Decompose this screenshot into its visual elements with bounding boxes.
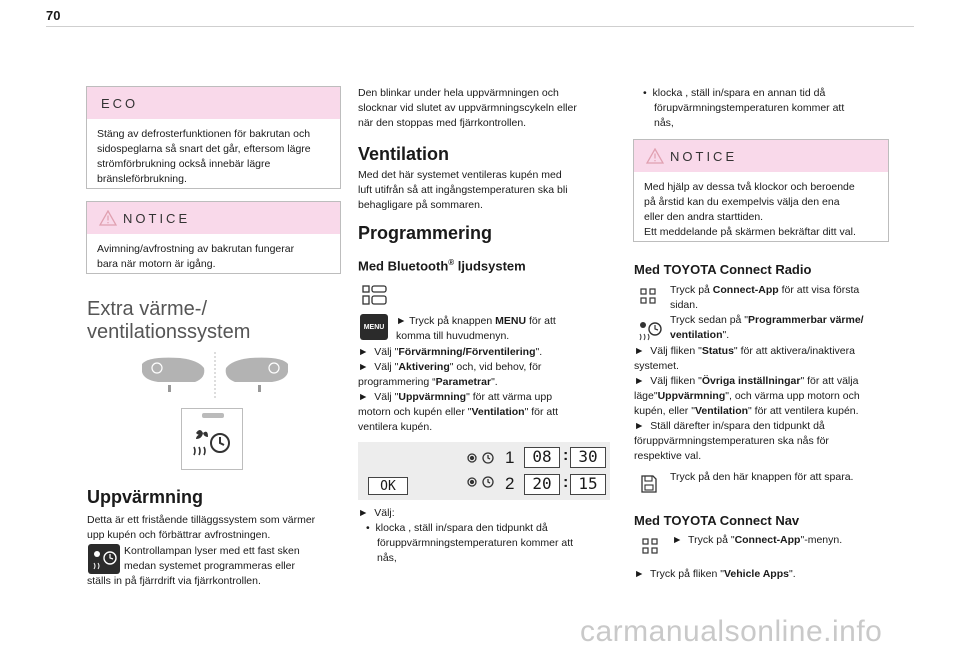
lcd-ok-text: OK: [380, 479, 396, 494]
ventilation-line: behagligare på sommaren.: [358, 199, 483, 211]
notice2-header: [634, 140, 888, 172]
nav-title: Med TOYOTA Connect Nav: [634, 513, 800, 528]
step2-post: ".: [535, 346, 543, 358]
indicator-line: Kontrollampan lyser med ett fast sken: [124, 545, 300, 557]
intro-line: Den blinkar under hela uppvärmningen och: [358, 87, 559, 99]
radio-s3: Ställ därefter in/spara den tidpunkt då: [650, 420, 825, 432]
radio-s3-line3: respektive val.: [634, 450, 702, 462]
arrow-icon: ►: [634, 375, 651, 387]
intro-line: när den stoppas med fjärrkontrollen.: [358, 117, 527, 129]
radio-s2-line3-bold: Ventilation: [694, 405, 749, 417]
radio-s1-line2: systemet.: [634, 360, 679, 372]
notice2-box: [633, 139, 889, 242]
heating-title: Uppvärmning: [87, 487, 204, 507]
lcd-colon2: :: [563, 474, 569, 491]
arrow-icon: ►: [396, 315, 410, 327]
ventilation-line: luft utifrån så att ingångstemperaturen ska bli: [358, 184, 568, 196]
nav-l1-pre: Tryck på ": [688, 534, 735, 546]
hour2-text: 20: [532, 474, 552, 493]
notice-box: [86, 201, 341, 274]
notice2-line: på årstid kan du exempelvis välja den ena: [644, 196, 840, 208]
menu-icon: [360, 314, 388, 340]
min1-text: 30: [578, 447, 598, 466]
watermark: carmanualsonline.info: [580, 615, 883, 648]
radio-s2-line2-pre: läge": [634, 390, 658, 402]
nav-l1-bold: Connect-App: [734, 534, 801, 546]
step4-bold: Uppvärmning: [398, 391, 467, 403]
bluetooth-title-text: Med Bluetooth: [358, 258, 449, 274]
radio-s1-bold: Status: [701, 345, 734, 357]
step3-line2-post: ".: [491, 376, 498, 388]
radio-s2-line2-bold: Uppvärmning: [657, 390, 726, 402]
notice-line: Avimning/avfrostning av bakrutan fungerar: [97, 243, 295, 255]
heating-last-line: ställs in på fjärrdrift via fjärrkontrollen.: [87, 575, 261, 587]
notice2-line: Ett meddelande på skärmen bekräftar ditt val.: [644, 226, 856, 238]
radio-s1-pre: Välj fliken ": [650, 345, 702, 357]
radio-l1-post: för att visa första: [778, 284, 860, 296]
step1-line2: komma till huvudmenyn.: [396, 330, 510, 342]
step1-bold: MENU: [495, 315, 527, 327]
radio-l2: sidan.: [670, 299, 699, 311]
step3-post: " och, vid behov, för: [449, 361, 542, 373]
step3-line2-pre: programmering “: [358, 376, 436, 388]
radio-s2-line3-post: " för att ventilera kupén.: [748, 405, 859, 417]
ventilation-text: [358, 168, 568, 213]
notice2-line: eller den andra starttiden.: [644, 211, 764, 223]
bullet: •: [366, 522, 376, 534]
radio-s3-line2: föruppvärmningstemperaturen ska nås för: [634, 435, 829, 447]
radio-steps: [634, 344, 860, 464]
arrow-icon: ►: [358, 346, 375, 358]
left-mirror: [142, 358, 204, 382]
fan-timer-icon: [182, 409, 244, 471]
bullet: •: [643, 87, 653, 99]
radio-s2-bold: Övriga inställningar: [701, 375, 801, 387]
nav-l2-bold: Vehicle Apps: [724, 568, 789, 580]
steps: [358, 345, 558, 435]
radio-l3-pre: Tryck sedan på ": [670, 314, 749, 326]
eco-line: Stäng av defrosterfunktionen för bakrutan och: [97, 128, 311, 140]
eco-box: [86, 86, 341, 189]
step4-pre: Välj ": [374, 391, 399, 403]
lcd-display: [358, 442, 610, 500]
step3-bold: Aktivering: [398, 361, 450, 373]
intro-line: slocknar vid slutet av uppvärmningscykeln eller: [358, 102, 577, 114]
step4-line2-pre: motorn och kupén eller ": [358, 406, 472, 418]
item2-line: klocka , ställ in/spara en annan tid då: [652, 87, 826, 99]
ventilation-title: Ventilation: [358, 144, 450, 164]
timer1-num: 1: [505, 448, 515, 467]
eco-line: strömförbrukning också innebär lägre: [97, 158, 271, 170]
nav-l2-pre: Tryck på fliken ": [650, 568, 724, 580]
notice-text: [87, 234, 340, 272]
step1-post: för att: [526, 315, 556, 327]
radio-save: Tryck på den här knappen för att spara.: [670, 471, 854, 483]
step1-pre: Tryck på knappen: [409, 315, 496, 327]
heating-line: upp kupén och förbättrar avfrostningen.: [87, 529, 271, 541]
nav-l2-post: ".: [788, 568, 796, 580]
fan-timer-icon: [636, 318, 664, 342]
arrow-icon: ►: [358, 507, 375, 519]
eco-label: ECO: [101, 95, 139, 111]
timer2-num: 2: [505, 474, 515, 493]
step2-bold: Förvärmning/Förventilering: [398, 346, 536, 358]
ventilation-line: Med det här systemet ventileras kupén med: [358, 169, 562, 181]
indicator-line: medan systemet programmeras eller: [124, 560, 295, 572]
radio-s2-pre: Välj fliken ": [650, 375, 702, 387]
radio-l4-bold: ventilation: [670, 329, 723, 341]
notice-line: bara när motorn är igång.: [97, 258, 216, 270]
mirror-illustration: [140, 352, 290, 398]
radio-l1-pre: Tryck på: [670, 284, 713, 296]
eco-line: sidospeglarna så snart det går, eftersom lägre: [97, 143, 311, 155]
apps-grid-icon: [640, 288, 656, 304]
radio-l4-post: ".: [722, 329, 730, 341]
nav-l1-post: "-menyn.: [800, 534, 843, 546]
item2-line: nås,: [654, 117, 674, 129]
lcd-hour2: [524, 474, 560, 495]
radio-s2-line2-post: ", och värma upp motorn och: [725, 390, 860, 402]
radio-title: Med TOYOTA Connect Radio: [634, 262, 812, 277]
indicator-icon: [88, 544, 120, 574]
save-icon: [640, 474, 658, 494]
heating-line: Detta är ett fristående tilläggssystem som värmer: [87, 514, 316, 526]
nav-step2: [634, 567, 796, 582]
step1: [396, 314, 556, 344]
notice2-label: NOTICE: [670, 148, 738, 164]
eco-line: bränsleförbrukning.: [97, 173, 187, 185]
notice2-line: Med hjälp av dessa två klockor och beroende: [644, 181, 855, 193]
col2-intro: [358, 86, 577, 131]
select-item-line: föruppvärmningstemperaturen kommer att: [377, 537, 574, 549]
item2-line: förupvärmningstemperaturen kommer att: [654, 102, 845, 114]
menu-icon-label: MENU: [363, 323, 385, 331]
radio-l3-bold: Programmerbar värme/: [748, 314, 864, 326]
notice-header: [87, 202, 340, 234]
select-item-line: nås,: [377, 552, 397, 564]
lcd-colon1: :: [563, 447, 569, 464]
notice2-text: [634, 172, 888, 240]
arrow-icon: ►: [672, 534, 689, 546]
step4-line2-bold: Ventilation: [471, 406, 525, 418]
step4-line2-post: " för att: [524, 406, 559, 418]
step3-pre: Välj ": [374, 361, 399, 373]
eco-text: [87, 119, 340, 187]
warning-icon: [99, 210, 117, 226]
arrow-icon: ►: [358, 361, 375, 373]
apps-grid-icon: [642, 538, 658, 554]
eco-header: [87, 87, 340, 119]
radio-s2-post: " för att välja: [800, 375, 859, 387]
select-item-line: klocka , ställ in/spara den tidpunkt då: [375, 522, 548, 534]
section-title: [87, 298, 250, 344]
timer-icons: [466, 448, 506, 494]
lcd-ok: [368, 477, 408, 495]
col3-item2: [643, 86, 844, 131]
radio-l1-bold: Connect-App: [712, 284, 779, 296]
warning-icon: [646, 148, 664, 164]
arrow-icon: ►: [634, 345, 651, 357]
nav-step1: [672, 533, 842, 548]
bluetooth-title-suffix: ljudsystem: [454, 258, 526, 274]
radio-s2-line3-pre: kupén, eller ": [634, 405, 695, 417]
header-divider: [46, 26, 914, 27]
heater-button: [181, 408, 243, 470]
lcd-min2: [570, 474, 606, 495]
hour1-text: 08: [532, 447, 552, 466]
indicator-text: [124, 544, 300, 574]
section-title-line: Extra värme-/: [87, 298, 208, 320]
min2-text: 15: [578, 474, 598, 493]
step3-line2-bold: Parametrar: [435, 376, 492, 388]
radio-s1-post: " för att aktivera/inaktivera: [733, 345, 855, 357]
heating-text: [87, 513, 347, 543]
select-block: [358, 506, 573, 566]
page-number: 70: [46, 8, 61, 23]
bluetooth-title: [358, 258, 526, 273]
step4-post: " för att värma upp: [466, 391, 553, 403]
fan-clock-icon: [88, 544, 120, 574]
arrow-icon: ►: [634, 568, 651, 580]
arrow-icon: ►: [634, 420, 651, 432]
step2-pre: Välj ": [374, 346, 399, 358]
select-label: Välj:: [374, 507, 395, 519]
programming-title: Programmering: [358, 223, 493, 243]
section-title-line: ventilationssystem: [87, 321, 251, 343]
step4-line3: ventilera kupén.: [358, 421, 433, 433]
radio-intro: [670, 283, 864, 343]
lcd-min1: [570, 447, 606, 468]
registered-mark: ®: [448, 258, 455, 267]
arrow-icon: ►: [358, 391, 375, 403]
notice-label: NOTICE: [123, 210, 191, 226]
lcd-hour1: [524, 447, 560, 468]
radio-icon: [362, 284, 388, 306]
